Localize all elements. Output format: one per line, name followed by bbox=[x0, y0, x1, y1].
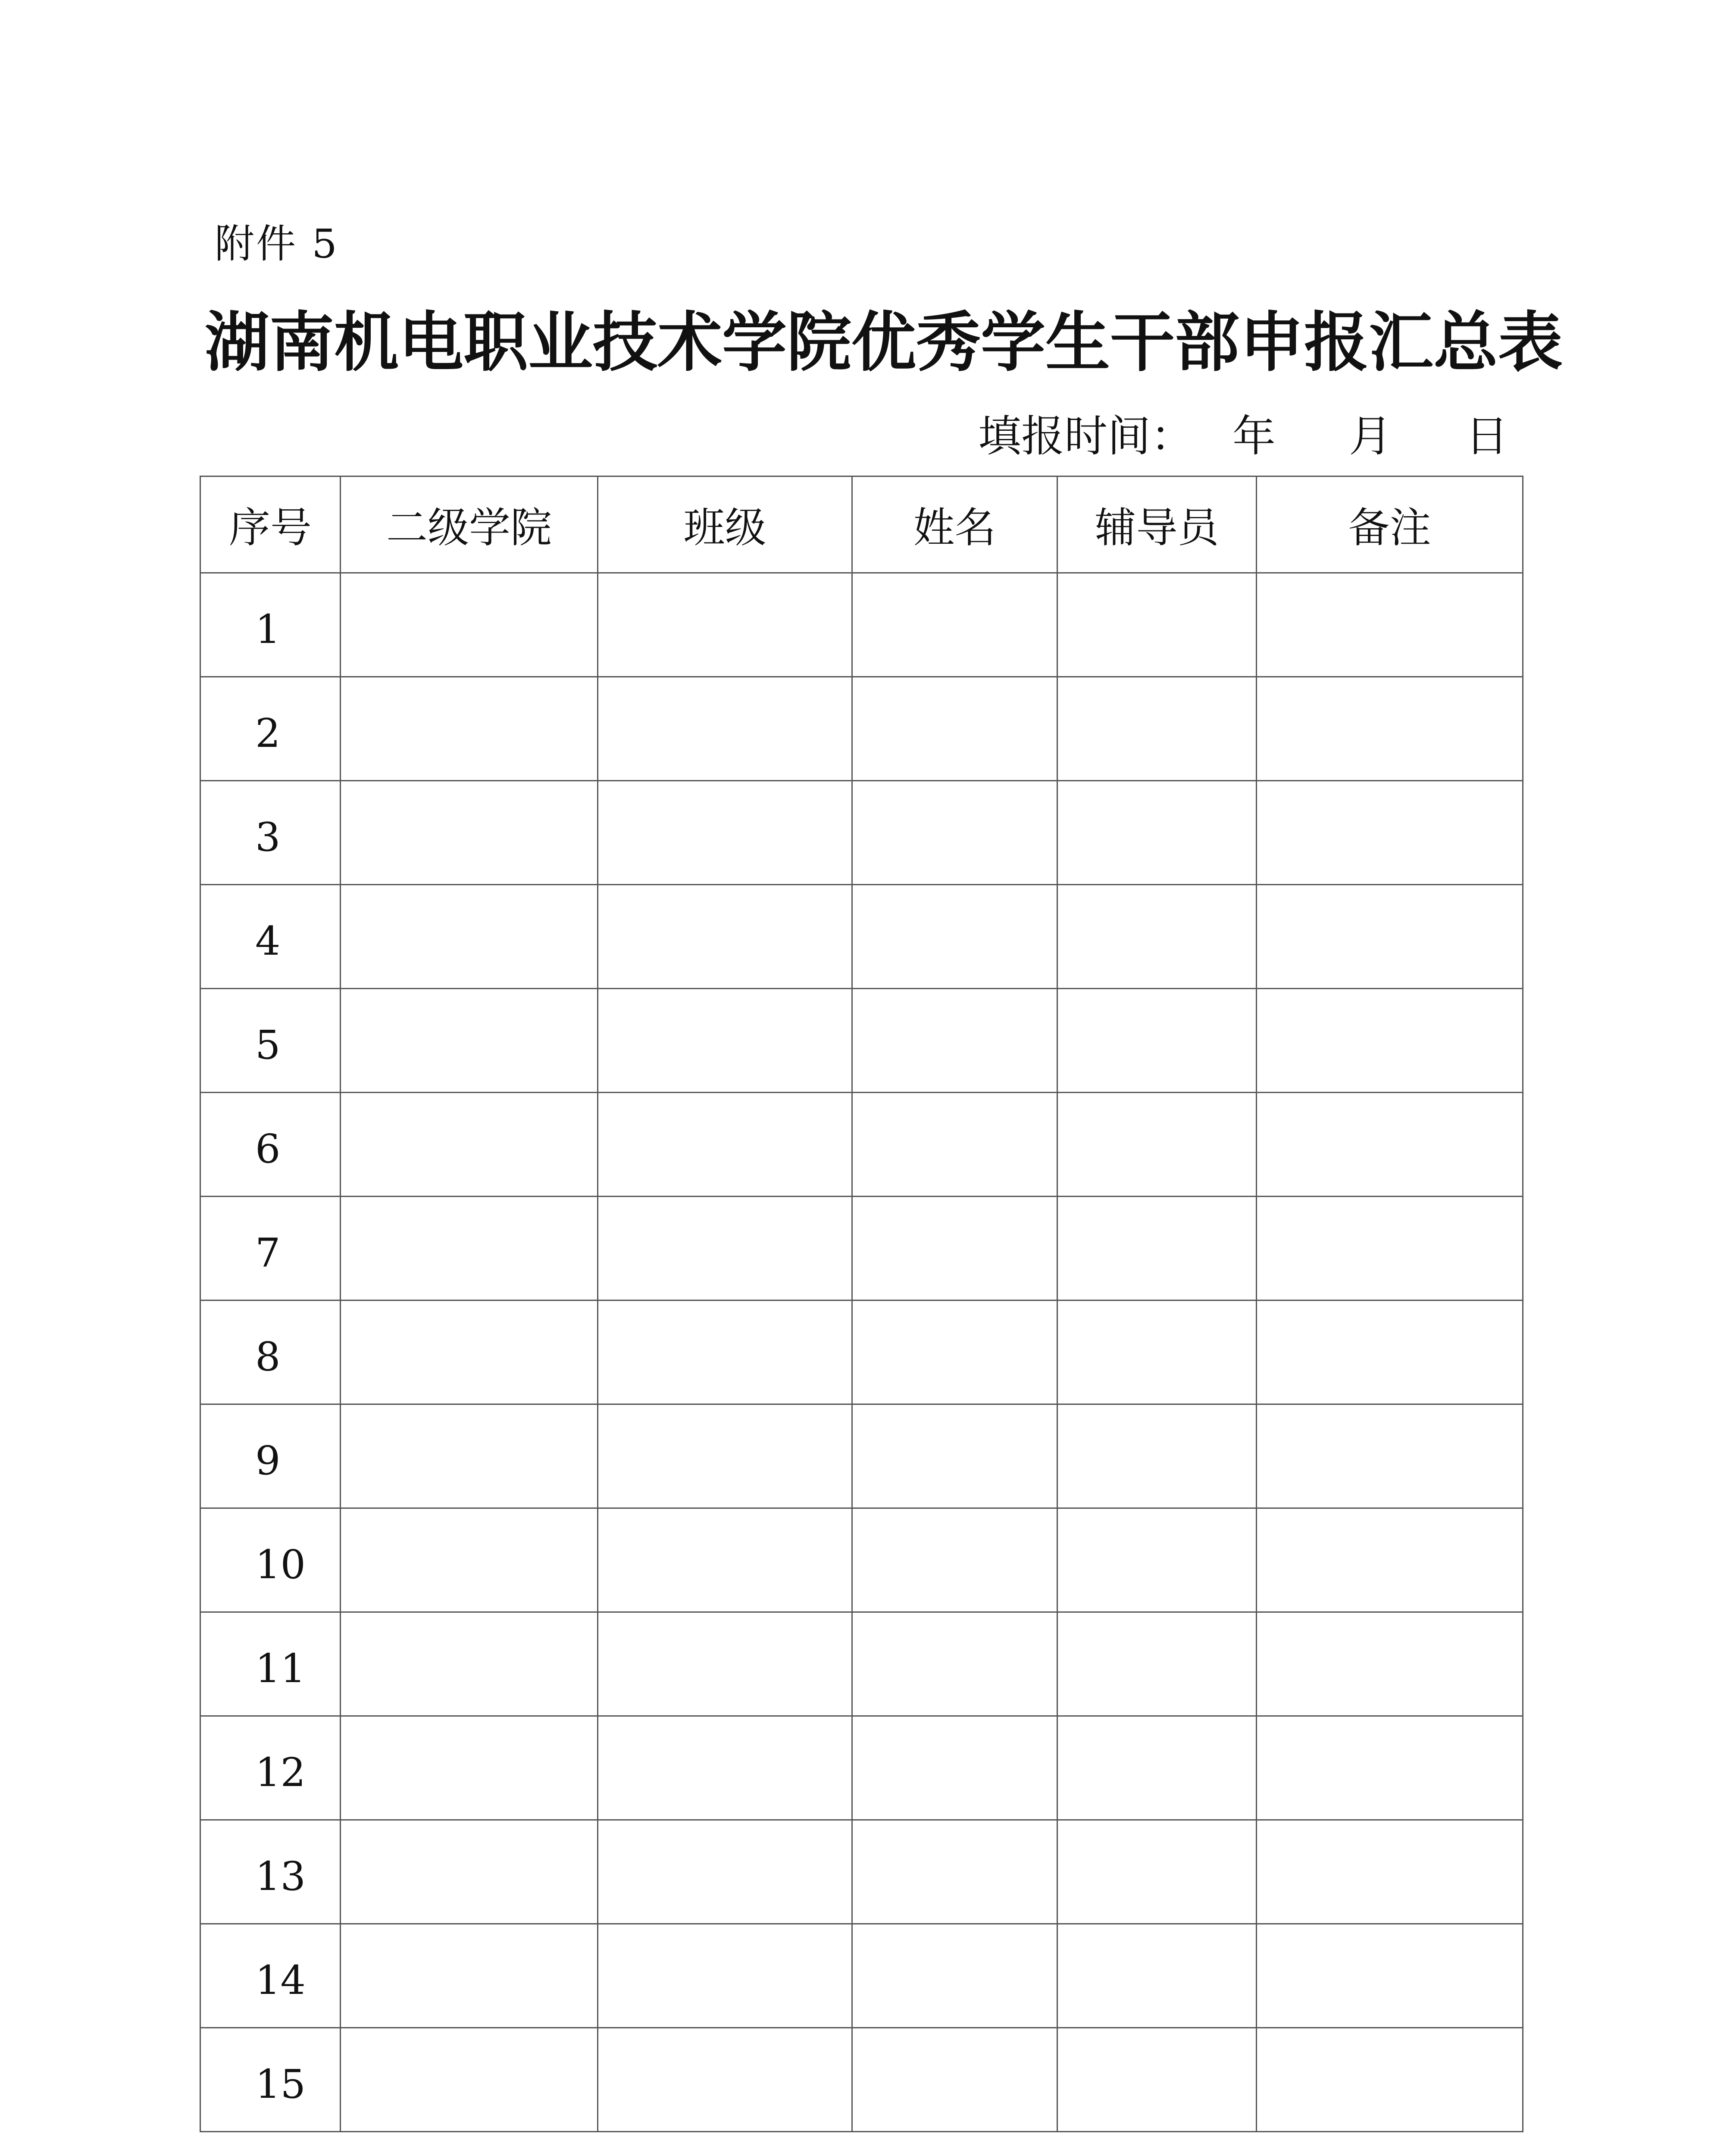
counselor-cell[interactable] bbox=[1057, 1300, 1257, 1404]
table-row bbox=[200, 1093, 1523, 1197]
serial-number-cell: 5 bbox=[200, 989, 341, 1093]
fill-date-day: 日 bbox=[1465, 411, 1508, 461]
remarks-cell[interactable] bbox=[1257, 781, 1523, 885]
class-cell[interactable] bbox=[598, 1820, 852, 1924]
table-row bbox=[200, 2028, 1523, 2132]
remarks-cell[interactable] bbox=[1257, 1300, 1523, 1404]
remarks-cell[interactable] bbox=[1257, 1716, 1523, 1820]
counselor-cell[interactable] bbox=[1057, 2028, 1257, 2132]
counselor-cell[interactable] bbox=[1057, 573, 1257, 677]
serial-number-cell: 12 bbox=[200, 1716, 341, 1820]
fill-date-month: 月 bbox=[1349, 411, 1392, 461]
counselor-cell[interactable] bbox=[1057, 781, 1257, 885]
remarks-cell[interactable] bbox=[1257, 1924, 1523, 2028]
class-cell[interactable] bbox=[598, 1612, 852, 1716]
counselor-cell[interactable] bbox=[1057, 885, 1257, 989]
college-cell[interactable] bbox=[341, 885, 598, 989]
header-serial-number: 序号 bbox=[200, 476, 341, 573]
class-cell[interactable] bbox=[598, 1404, 852, 1508]
college-cell[interactable] bbox=[341, 989, 598, 1093]
name-cell[interactable] bbox=[852, 1716, 1057, 1820]
name-cell[interactable] bbox=[852, 1404, 1057, 1508]
table-row bbox=[200, 1197, 1523, 1300]
summary-table bbox=[200, 476, 1523, 2132]
name-cell[interactable] bbox=[852, 1508, 1057, 1612]
serial-number-cell: 2 bbox=[200, 677, 341, 781]
counselor-cell[interactable] bbox=[1057, 1508, 1257, 1612]
table-row bbox=[200, 1404, 1523, 1508]
name-cell[interactable] bbox=[852, 1612, 1057, 1716]
name-cell[interactable] bbox=[852, 573, 1057, 677]
fill-date-year: 年 bbox=[1232, 411, 1276, 461]
counselor-cell[interactable] bbox=[1057, 1093, 1257, 1197]
college-cell[interactable] bbox=[341, 573, 598, 677]
name-cell[interactable] bbox=[852, 1820, 1057, 1924]
document-title: 湖南机电职业技术学院优秀学生干部申报汇总表 bbox=[204, 304, 1563, 380]
college-cell[interactable] bbox=[341, 1300, 598, 1404]
serial-number-cell: 7 bbox=[200, 1197, 341, 1300]
table-row bbox=[200, 989, 1523, 1093]
name-cell[interactable] bbox=[852, 781, 1057, 885]
name-cell[interactable] bbox=[852, 1300, 1057, 1404]
table-row bbox=[200, 1820, 1523, 1924]
table-row bbox=[200, 1924, 1523, 2028]
class-cell[interactable] bbox=[598, 885, 852, 989]
serial-number-cell: 9 bbox=[200, 1404, 341, 1508]
counselor-cell[interactable] bbox=[1057, 1197, 1257, 1300]
class-cell[interactable] bbox=[598, 2028, 852, 2132]
remarks-cell[interactable] bbox=[1257, 573, 1523, 677]
serial-number-cell: 11 bbox=[200, 1612, 341, 1716]
table-row bbox=[200, 1716, 1523, 1820]
class-cell[interactable] bbox=[598, 1093, 852, 1197]
college-cell[interactable] bbox=[341, 1612, 598, 1716]
serial-number-cell: 6 bbox=[200, 1093, 341, 1197]
remarks-cell[interactable] bbox=[1257, 885, 1523, 989]
college-cell[interactable] bbox=[341, 781, 598, 885]
remarks-cell[interactable] bbox=[1257, 677, 1523, 781]
class-cell[interactable] bbox=[598, 1300, 852, 1404]
counselor-cell[interactable] bbox=[1057, 989, 1257, 1093]
class-cell[interactable] bbox=[598, 989, 852, 1093]
college-cell[interactable] bbox=[341, 1404, 598, 1508]
table-row bbox=[200, 1300, 1523, 1404]
serial-number-cell: 10 bbox=[200, 1508, 341, 1612]
remarks-cell[interactable] bbox=[1257, 1197, 1523, 1300]
attachment-label: 附件 5 bbox=[215, 221, 339, 267]
serial-number-cell: 1 bbox=[200, 573, 341, 677]
serial-number-cell: 13 bbox=[200, 1820, 341, 1924]
header-name: 姓名 bbox=[852, 476, 1057, 573]
table-row bbox=[200, 573, 1523, 677]
class-cell[interactable] bbox=[598, 1924, 852, 2028]
table-row bbox=[200, 781, 1523, 885]
class-cell[interactable] bbox=[598, 1716, 852, 1820]
remarks-cell[interactable] bbox=[1257, 1612, 1523, 1716]
serial-number-cell: 8 bbox=[200, 1300, 341, 1404]
counselor-cell[interactable] bbox=[1057, 1924, 1257, 2028]
header-counselor: 辅导员 bbox=[1057, 476, 1257, 573]
college-cell[interactable] bbox=[341, 1820, 598, 1924]
serial-number-cell: 3 bbox=[200, 781, 341, 885]
remarks-cell[interactable] bbox=[1257, 2028, 1523, 2132]
remarks-cell[interactable] bbox=[1257, 1820, 1523, 1924]
header-class: 班级 bbox=[598, 476, 852, 573]
class-cell[interactable] bbox=[598, 781, 852, 885]
name-cell[interactable] bbox=[852, 1197, 1057, 1300]
serial-number-cell: 4 bbox=[200, 885, 341, 989]
name-cell[interactable] bbox=[852, 677, 1057, 781]
table-row bbox=[200, 1612, 1523, 1716]
name-cell[interactable] bbox=[852, 885, 1057, 989]
table-row bbox=[200, 1508, 1523, 1612]
table-row bbox=[200, 677, 1523, 781]
name-cell[interactable] bbox=[852, 1093, 1057, 1197]
counselor-cell[interactable] bbox=[1057, 1404, 1257, 1508]
class-cell[interactable] bbox=[598, 1197, 852, 1300]
college-cell[interactable] bbox=[341, 1197, 598, 1300]
college-cell[interactable] bbox=[341, 1716, 598, 1820]
college-cell[interactable] bbox=[341, 677, 598, 781]
header-remarks: 备注 bbox=[1257, 476, 1523, 573]
name-cell[interactable] bbox=[852, 1924, 1057, 2028]
fill-date-line bbox=[978, 411, 1508, 461]
name-cell[interactable] bbox=[852, 2028, 1057, 2132]
college-cell[interactable] bbox=[341, 1924, 598, 2028]
counselor-cell[interactable] bbox=[1057, 1820, 1257, 1924]
college-cell[interactable] bbox=[341, 1093, 598, 1197]
serial-number-cell: 15 bbox=[200, 2028, 341, 2132]
college-cell[interactable] bbox=[341, 2028, 598, 2132]
remarks-cell[interactable] bbox=[1257, 989, 1523, 1093]
counselor-cell[interactable] bbox=[1057, 677, 1257, 781]
table-row bbox=[200, 885, 1523, 989]
serial-number-cell: 14 bbox=[200, 1924, 341, 2028]
class-cell[interactable] bbox=[598, 677, 852, 781]
counselor-cell[interactable] bbox=[1057, 1612, 1257, 1716]
table-header-row bbox=[200, 476, 1523, 573]
class-cell[interactable] bbox=[598, 573, 852, 677]
counselor-cell[interactable] bbox=[1057, 1716, 1257, 1820]
remarks-cell[interactable] bbox=[1257, 1508, 1523, 1612]
fill-date-label: 填报时间： bbox=[978, 411, 1194, 461]
class-cell[interactable] bbox=[598, 1508, 852, 1612]
remarks-cell[interactable] bbox=[1257, 1404, 1523, 1508]
remarks-cell[interactable] bbox=[1257, 1093, 1523, 1197]
header-college: 二级学院 bbox=[341, 476, 598, 573]
college-cell[interactable] bbox=[341, 1508, 598, 1612]
name-cell[interactable] bbox=[852, 989, 1057, 1093]
